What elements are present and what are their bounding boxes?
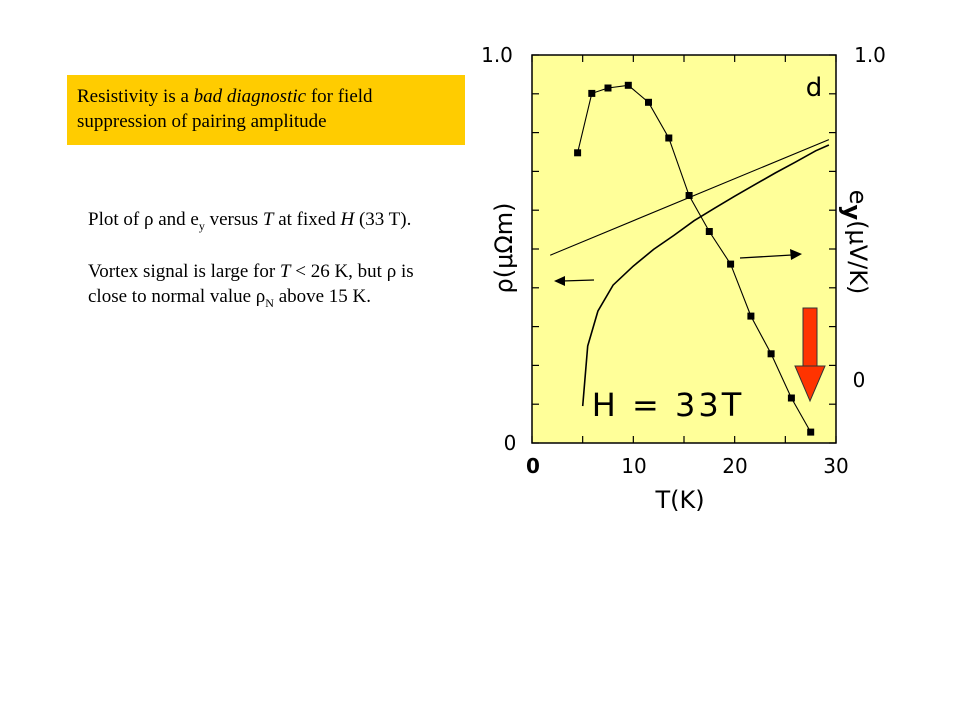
data-point	[788, 395, 795, 402]
text-run: < 26 K, but	[290, 260, 387, 282]
y-label-right-sub: y	[838, 204, 866, 221]
field-annotation: H = 33T	[591, 386, 745, 424]
data-point	[645, 99, 652, 106]
subscript: y	[198, 218, 205, 233]
data-point	[588, 90, 595, 97]
callout-text-italic: bad diagnostic	[193, 86, 307, 107]
svg-text:ey(μV/K)	[838, 190, 872, 295]
text-run: above 15 K.	[273, 285, 372, 307]
data-point	[665, 135, 672, 142]
text-run: Plot of	[88, 209, 144, 230]
panel-label: d	[805, 73, 823, 103]
data-point	[727, 261, 734, 268]
rho-symbol: ρ	[143, 209, 154, 230]
italic-T: T	[279, 260, 291, 282]
x-tick-0: 0	[526, 454, 540, 478]
data-point	[747, 313, 754, 320]
text-run: (33 T).	[354, 209, 412, 230]
y-tick-left-bottom: 0	[503, 431, 517, 455]
data-point	[706, 228, 713, 235]
subscript: N	[265, 295, 274, 310]
x-axis-label: T(K)	[655, 486, 705, 514]
y-tick-right-zero: 0	[852, 368, 866, 392]
x-tick-30: 30	[823, 454, 849, 478]
text-run: and e	[153, 209, 199, 230]
x-tick-10: 10	[621, 454, 647, 478]
rho-symbol: ρ	[255, 285, 266, 307]
data-point	[807, 429, 814, 436]
callout-text-b: for field suppression of pairing amplitude	[77, 86, 373, 132]
text-run: versus	[204, 209, 263, 230]
y-axis-label-right	[838, 190, 872, 295]
italic-H: H	[340, 209, 355, 230]
data-point	[625, 82, 632, 89]
y-label-right-units: (μV/K)	[844, 220, 872, 295]
text-run: at fixed	[273, 209, 341, 230]
y-axis-label-left: ρ(μΩm)	[490, 202, 518, 294]
data-point	[574, 149, 581, 156]
data-point	[686, 192, 693, 199]
callout-text-a: Resistivity is a	[77, 86, 194, 107]
x-tick-20: 20	[722, 454, 748, 478]
y-tick-right-top: 1.0	[854, 43, 886, 67]
text-run: is close to normal value	[88, 260, 414, 307]
data-point	[605, 85, 612, 92]
italic-T: T	[262, 209, 274, 230]
text-run: Vortex signal is large for	[88, 260, 280, 282]
data-point	[768, 350, 775, 357]
plot-area	[532, 55, 836, 443]
rho-symbol: ρ	[386, 260, 397, 282]
y-tick-left-top: 1.0	[481, 43, 513, 67]
y-label-right-main: e	[844, 189, 872, 205]
